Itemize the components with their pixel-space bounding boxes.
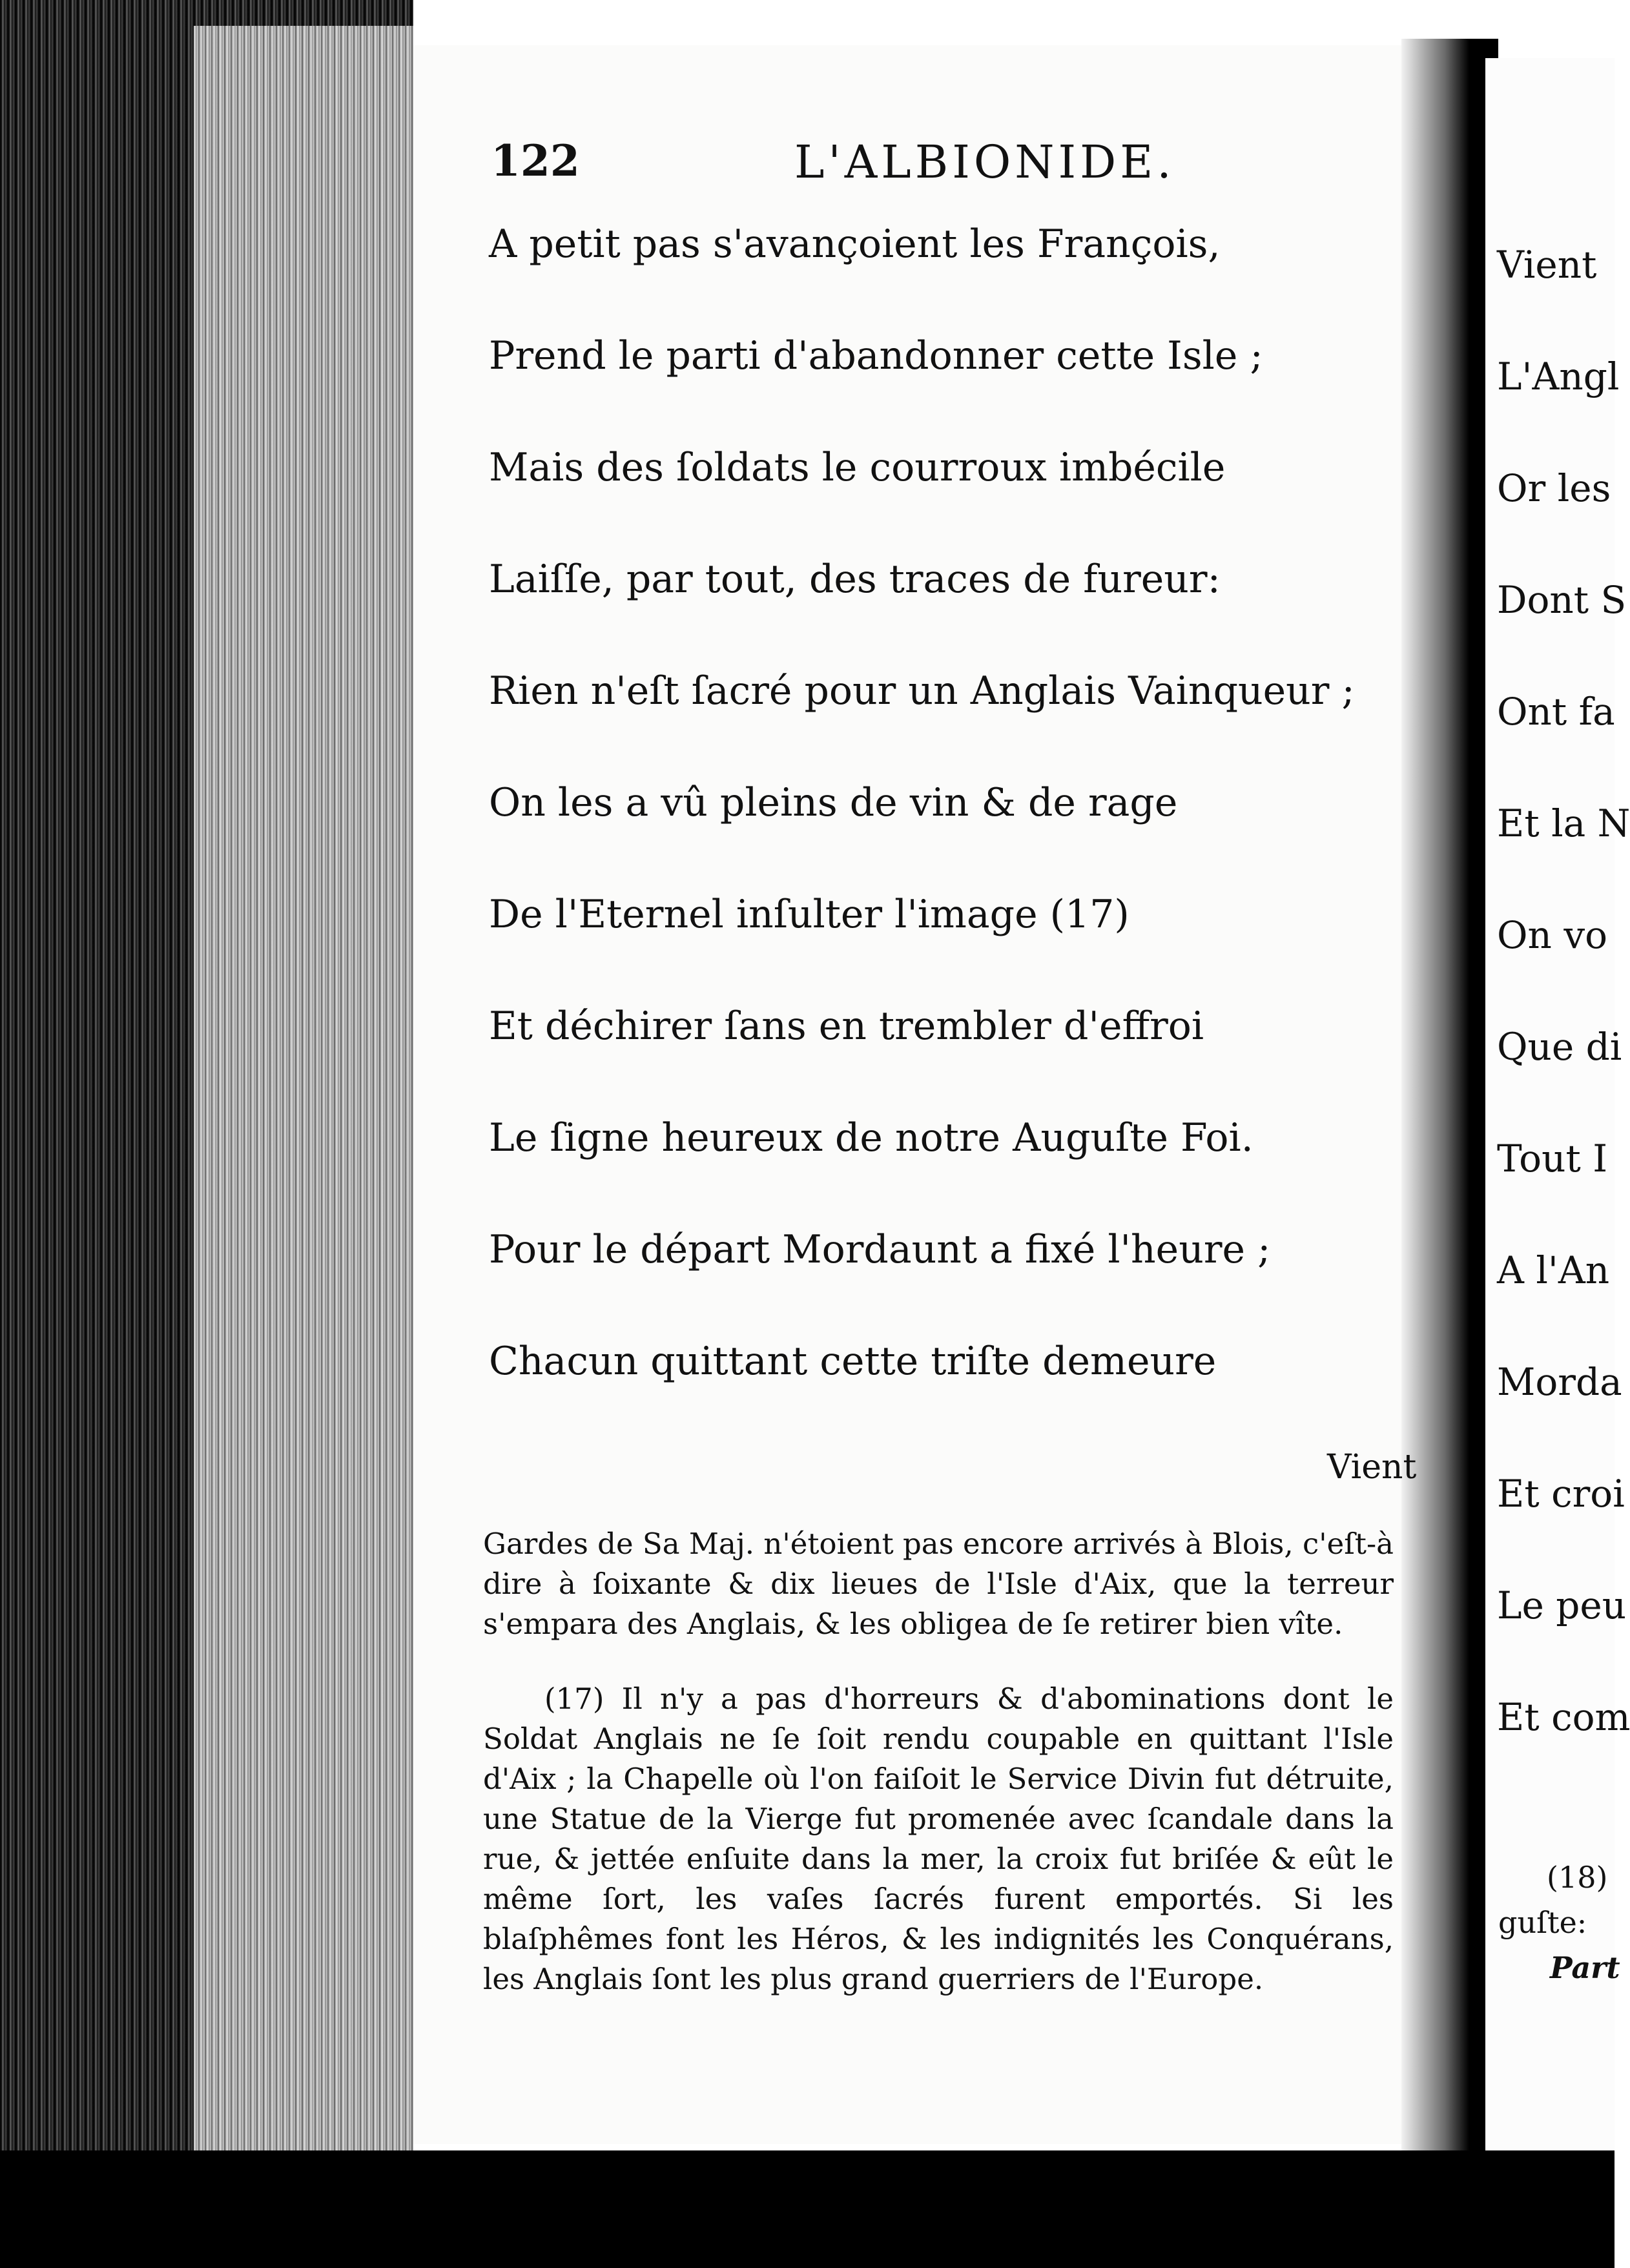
right-page-line: L'Angl bbox=[1497, 355, 1620, 398]
verse-line: Laiſſe, par tout, des traces de fureur: bbox=[489, 557, 1221, 602]
page-number: 122 bbox=[491, 136, 580, 186]
right-page-line: Or les bbox=[1497, 466, 1611, 510]
footnote-17: (17) Il n'y a pas d'horreurs & d'abominations dont le Soldat Anglais ne ſe ſoit rendu coupable en quittant l'Isle d'Aix ; la Chapelle où l'on faiſoit le Service Divin fut détruite, une Statue de la Vierge fut promenée avec ſcandale dans la rue, & jettée enſuite dans la mer, la croix fut briſée & eût le même ſort, les vaſes ſacrés furent emportés. Si les blaſphêmes font les Héros, & les indignités les Conquérans, les Anglais ſont les plus grand guerriers de l'Europe. bbox=[483, 1682, 1394, 1996]
right-page-line: Que di bbox=[1497, 1025, 1622, 1069]
verse-line: Chacun quittant cette triſte demeure bbox=[489, 1339, 1217, 1384]
verse-line: Mais des ſoldats le courroux imbécile bbox=[489, 445, 1226, 490]
verse-line: De l'Eternel inſulter l'image (17) bbox=[489, 892, 1130, 937]
right-page-line: Ont fa bbox=[1497, 690, 1615, 734]
right-page-line: Et la N bbox=[1497, 801, 1630, 845]
footnote-continuation: Gardes de Sa Maj. n'étoient pas encore arrivés à Blois, c'eſt-à dire à ſoixante & dix lieues de l'Isle d'Aix, que la terreur s'empara des Anglais, & les obligea de ſe retirer bien vîte. bbox=[483, 1527, 1394, 1641]
verse-line: On les a vû pleins de vin & de rage bbox=[489, 780, 1178, 825]
verse-line: A petit pas s'avançoient les François, bbox=[489, 222, 1221, 267]
verse-line: Rien n'eſt ſacré pour un Anglais Vainqueur ; bbox=[489, 668, 1355, 714]
right-page-line: On vo bbox=[1497, 913, 1608, 957]
page-edges-highlight bbox=[194, 26, 413, 2176]
right-page-line: Et croi bbox=[1497, 1472, 1625, 1516]
verse-block bbox=[489, 218, 1393, 1447]
right-page-note-continuation: Part bbox=[1550, 1950, 1620, 1985]
right-page-line: A l'An bbox=[1497, 1248, 1610, 1292]
scan-background bbox=[0, 2150, 1615, 2268]
running-head: L'ALBIONIDE. bbox=[794, 136, 1175, 189]
catchword: Vient bbox=[1327, 1448, 1417, 1487]
right-page-line: Dont S bbox=[1497, 578, 1627, 622]
right-page-line: Morda bbox=[1497, 1360, 1622, 1404]
right-page-line: Et com bbox=[1497, 1695, 1630, 1739]
book-gutter bbox=[1401, 39, 1498, 2157]
right-page-line: Vient bbox=[1497, 243, 1597, 287]
verse-line: Prend le parti d'abandonner cette Isle ; bbox=[489, 333, 1263, 378]
verse-line: Pour le départ Mordaunt a fixé l'heure ; bbox=[489, 1227, 1271, 1272]
right-page-note-text: guſte: bbox=[1498, 1905, 1587, 1940]
right-page-line: Tout I bbox=[1497, 1137, 1608, 1180]
verse-line: Et déchirer ſans en trembler d'effroi bbox=[489, 1004, 1204, 1049]
verse-line: Le ſigne heureux de notre Auguſte Foi. bbox=[489, 1115, 1253, 1160]
right-page-note-mark: (18) bbox=[1547, 1860, 1608, 1895]
right-page-lines bbox=[1497, 239, 1630, 1803]
right-page-line: Le peu bbox=[1497, 1583, 1627, 1627]
